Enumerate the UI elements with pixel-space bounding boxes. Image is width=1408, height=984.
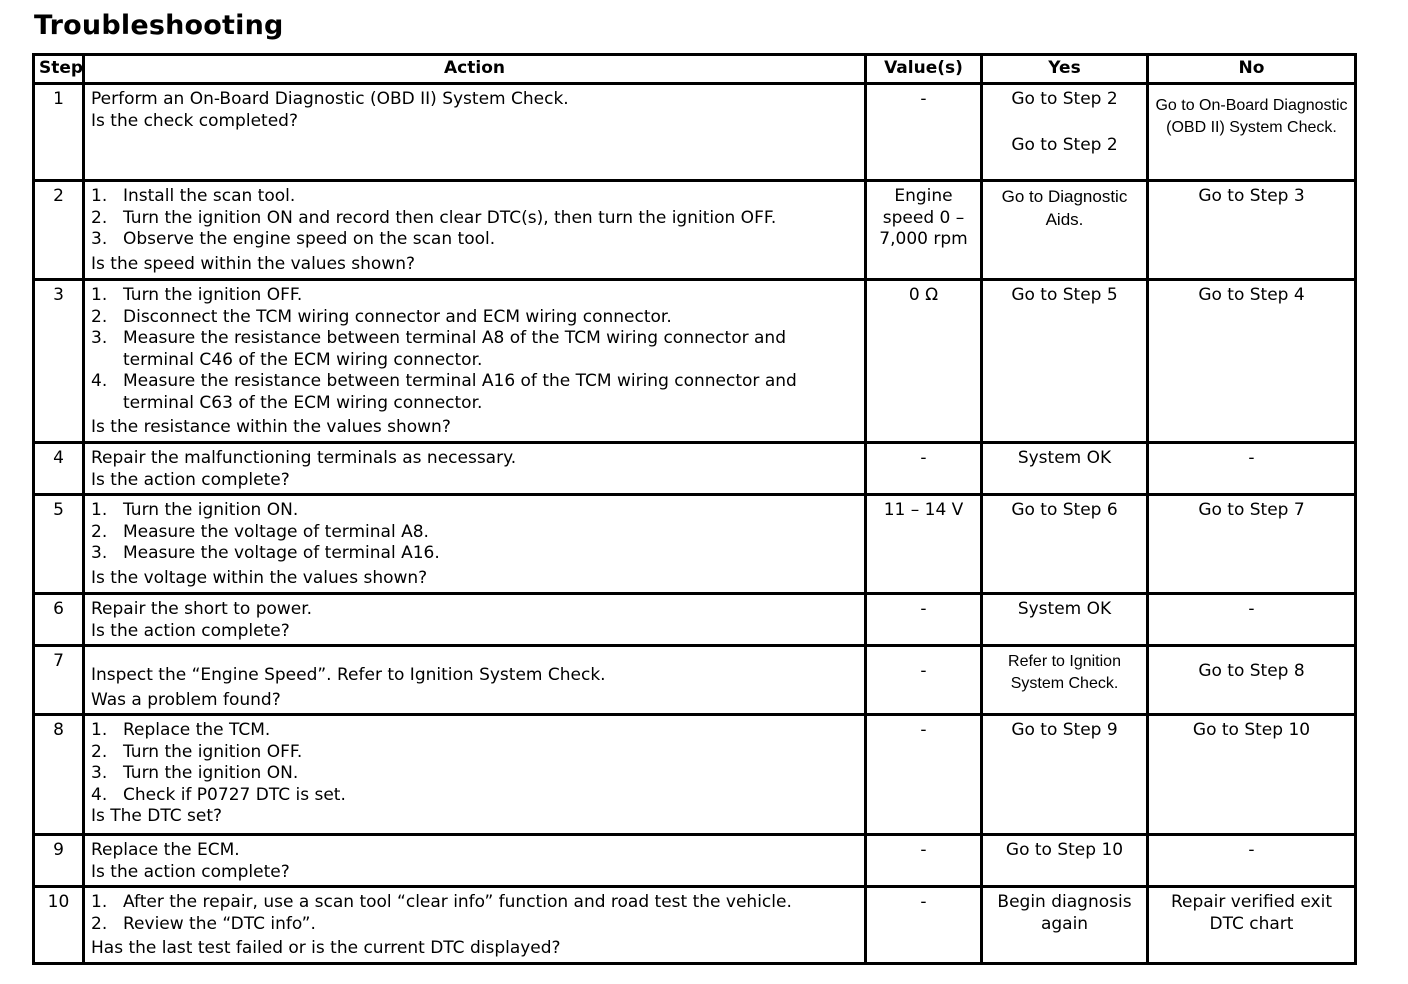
step-number: 6 xyxy=(34,594,84,646)
action-step: 1. Install the scan tool. xyxy=(91,186,296,206)
action-step: 2. Turn the ignition ON and record then clear DTC(s), then turn the ignition OFF. xyxy=(91,207,777,228)
action-step: 3. Observe the engine speed on the scan tool. xyxy=(91,229,496,249)
value-cell: - xyxy=(866,715,982,835)
header-step: Step xyxy=(34,55,84,84)
value-cell: - xyxy=(866,646,982,715)
action-question: Was a problem found? xyxy=(91,689,281,710)
header-values: Value(s) xyxy=(866,55,982,84)
table-row xyxy=(34,646,1356,715)
table-row xyxy=(34,835,1356,887)
yes-cell xyxy=(982,646,1148,715)
action-step: 1. Replace the TCM. xyxy=(91,720,271,740)
action-step: 2. Turn the ignition OFF. xyxy=(91,741,303,762)
action-question: Has the last test failed or is the current DTC displayed? xyxy=(91,938,561,958)
no-cell: Go to Step 3 xyxy=(1148,181,1356,280)
step-number: 5 xyxy=(34,495,84,594)
table-row xyxy=(34,181,1356,280)
action-steps xyxy=(91,186,858,251)
yes-cell: System OK xyxy=(982,443,1148,495)
yes-text: Go to Step 2 xyxy=(1011,134,1118,155)
yes-cell: Go to Step 9 xyxy=(982,715,1148,835)
action-steps xyxy=(91,500,858,565)
yes-text: Go to Step 2 xyxy=(1011,89,1118,109)
action-step: 1. Turn the ignition OFF. xyxy=(91,285,303,305)
step-number: 4 xyxy=(34,443,84,495)
action-cell xyxy=(84,646,866,715)
table-header-row xyxy=(34,55,1356,84)
yes-cell: Go to Step 6 xyxy=(982,495,1148,594)
no-cell: Go to Step 4 xyxy=(1148,280,1356,443)
troubleshooting-table xyxy=(32,53,1357,965)
no-cell xyxy=(1148,84,1356,181)
header-yes: Yes xyxy=(982,55,1148,84)
yes-cell: Begin diagnosis again xyxy=(982,887,1148,964)
no-cell: Repair verified exit DTC chart xyxy=(1148,887,1356,964)
value-cell: - xyxy=(866,594,982,646)
step-number: 9 xyxy=(34,835,84,887)
step-number: 2 xyxy=(34,181,84,280)
table-row xyxy=(34,594,1356,646)
action-steps xyxy=(91,892,858,935)
action-step: 2. Review the “DTC info”. xyxy=(91,913,316,934)
action-cell xyxy=(84,84,866,181)
action-question: Is the speed within the values shown? xyxy=(91,253,416,274)
action-step: 4. Check if P0727 DTC is set. xyxy=(91,784,346,805)
no-cell: - xyxy=(1148,443,1356,495)
value-cell: Engine speed 0 – 7,000 rpm xyxy=(866,181,982,280)
action-step: 3. Turn the ignition ON. xyxy=(91,763,299,783)
no-cell: - xyxy=(1148,594,1356,646)
table-row xyxy=(34,84,1356,181)
table-row xyxy=(34,887,1356,964)
value-cell: - xyxy=(866,887,982,964)
table-row xyxy=(34,280,1356,443)
action-steps xyxy=(91,285,858,414)
action-question: Is the resistance within the values shown? xyxy=(91,417,451,437)
action-cell xyxy=(84,835,866,887)
action-text: Inspect the “Engine Speed”. Refer to Ignition System Check. xyxy=(91,665,606,685)
action-step: 4. Measure the resistance between terminal A16 of the TCM wiring connector and terminal C63 of the ECM wiring connector. xyxy=(91,371,797,413)
table-row xyxy=(34,495,1356,594)
no-text: Go to On-Board Diagnostic (OBD II) System Check. xyxy=(1155,97,1348,136)
action-cell xyxy=(84,280,866,443)
yes-text: Refer to Ignition System Check. xyxy=(1008,653,1121,692)
action-cell xyxy=(84,715,866,835)
action-cell xyxy=(84,887,866,964)
action-question: Is the action complete? xyxy=(91,469,290,490)
action-question: Is the action complete? xyxy=(91,861,290,882)
page-title: Troubleshooting xyxy=(34,10,284,41)
yes-cell: Go to Step 10 xyxy=(982,835,1148,887)
no-cell: Go to Step 10 xyxy=(1148,715,1356,835)
no-cell: Go to Step 8 xyxy=(1148,646,1356,715)
value-cell: 0 Ω xyxy=(866,280,982,443)
action-step: 2. Measure the voltage of terminal A8. xyxy=(91,521,429,542)
no-cell: - xyxy=(1148,835,1356,887)
action-text: Perform an On-Board Diagnostic (OBD II) System Check. xyxy=(91,89,569,109)
action-step: 1. Turn the ignition ON. xyxy=(91,500,299,520)
action-cell xyxy=(84,594,866,646)
action-question: Is the action complete? xyxy=(91,620,290,641)
yes-cell xyxy=(982,84,1148,181)
yes-cell xyxy=(982,181,1148,280)
step-number: 8 xyxy=(34,715,84,835)
action-step: 3. Measure the resistance between terminal A8 of the TCM wiring connector and terminal C46 of the ECM wiring connector. xyxy=(91,328,786,370)
action-cell xyxy=(84,443,866,495)
header-no: No xyxy=(1148,55,1356,84)
action-cell xyxy=(84,181,866,280)
action-step: 3. Measure the voltage of terminal A16. xyxy=(91,543,440,563)
header-action: Action xyxy=(84,55,866,84)
value-cell: - xyxy=(866,84,982,181)
table-row xyxy=(34,715,1356,835)
action-cell xyxy=(84,495,866,594)
yes-cell: Go to Step 5 xyxy=(982,280,1148,443)
step-number: 3 xyxy=(34,280,84,443)
value-cell: 11 – 14 V xyxy=(866,495,982,594)
value-cell: - xyxy=(866,835,982,887)
value-cell: - xyxy=(866,443,982,495)
table-row xyxy=(34,443,1356,495)
action-question: Is the check completed? xyxy=(91,110,298,131)
no-cell: Go to Step 7 xyxy=(1148,495,1356,594)
step-number: 10 xyxy=(34,887,84,964)
yes-cell: System OK xyxy=(982,594,1148,646)
action-step: 1. After the repair, use a scan tool “clear info” function and road test the vehicle. xyxy=(91,892,792,912)
step-number: 1 xyxy=(34,84,84,181)
action-steps xyxy=(91,720,858,806)
yes-text: Go to Diagnostic Aids. xyxy=(1001,187,1128,229)
action-question: Is The DTC set? xyxy=(91,806,223,826)
action-text: Replace the ECM. xyxy=(91,840,240,860)
step-number: 7 xyxy=(34,646,84,715)
action-text: Repair the malfunctioning terminals as necessary. xyxy=(91,448,517,468)
action-text: Repair the short to power. xyxy=(91,599,313,619)
action-question: Is the voltage within the values shown? xyxy=(91,567,428,588)
action-step: 2. Disconnect the TCM wiring connector and ECM wiring connector. xyxy=(91,306,672,327)
